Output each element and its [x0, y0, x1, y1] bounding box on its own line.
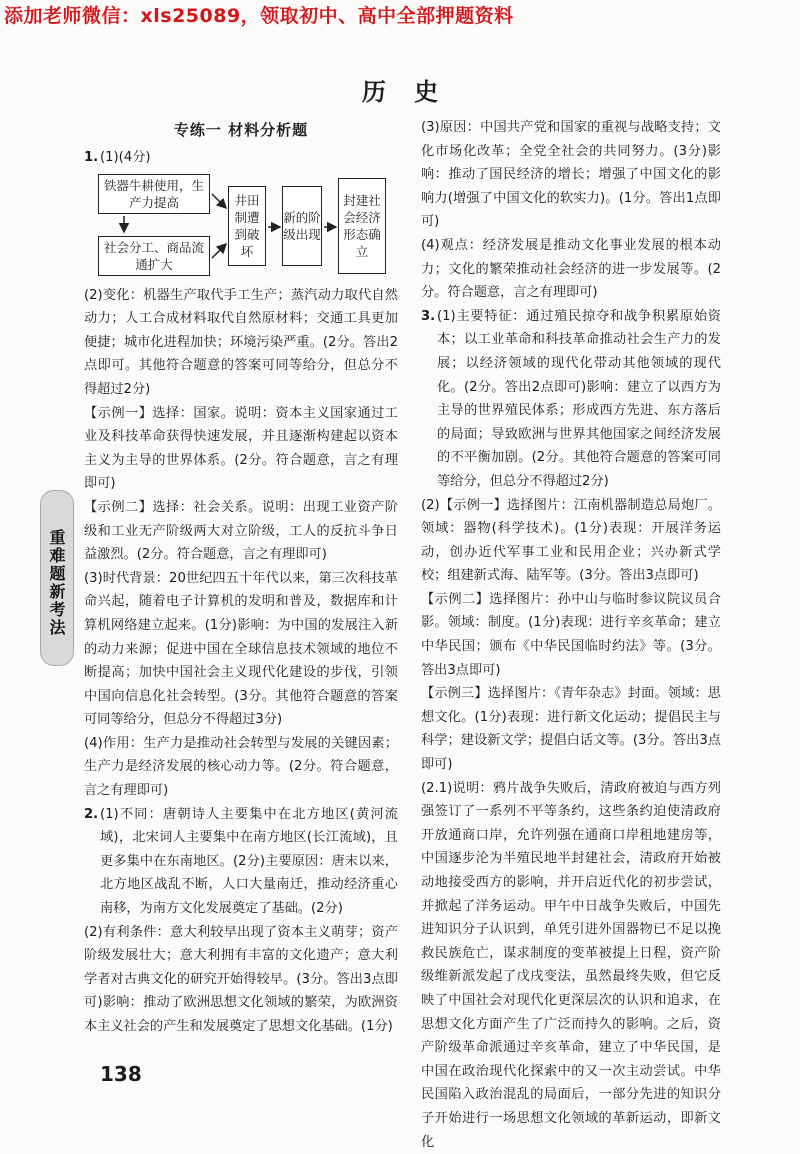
flow-box-feudal: 封建社会经济形态确立: [338, 178, 386, 274]
flowchart: [94, 172, 394, 280]
flow-box-division: 社会分工、商品流通扩大: [98, 236, 210, 276]
q1-part4: (4)作用：生产力是推动社会转型与发展的关键因素；生产力是经济发展的核心动力等。(2分。符合题意，言之有理即可): [84, 735, 398, 799]
q1-part3: (3)时代背景：20世纪四五十年代以来，第三次科技革命兴起，随着电子计算机的发明和普及，数据库和计算机网络建立起来。(1分)影响：为中国的发展注入新的动力来源；促进中国在全球信息技术领域的地位不断提高；加快中国社会主义现代化建设的步伐，引领中国向信息化社会转型。(3分。其他符合题意的答案可同等给分，但总分不得超过3分): [84, 570, 398, 728]
flow-box-tools: 铁器牛耕使用，生产力提高: [98, 174, 210, 214]
q2-block: [84, 803, 398, 921]
q1-number: 1.: [84, 150, 99, 165]
q3-example3: 【示例三】选择图片：《青年杂志》封面。领域：思想文化。(1分)表现：进行新文化运动；提倡民主与科学；建设新文学；提倡白话文等。(3分。答出3点即可): [421, 686, 721, 773]
promo-banner: 添加老师微信：xls25089，领取初中、高中全部押题资料: [4, 5, 514, 27]
page-number: 138: [100, 1062, 142, 1086]
flow-box-jingtian: 井田制遭到破坏: [228, 186, 266, 266]
q3-block: [421, 305, 721, 494]
left-column: [84, 118, 398, 1039]
q1-heading: [84, 146, 398, 170]
q1-example1: 【示例一】选择：国家。说明：资本主义国家通过工业及科技革命获得快速发展，并且逐渐构建起以资本主义为主导的世界体系。(2分。符合题意，言之有理即可): [84, 405, 398, 492]
section-title: 专练一 材料分析题: [173, 121, 309, 139]
q3-example1: (2)【示例一】选择图片：江南机器制造总局炮厂。领域：器物(科学技术)。(1分)表现：开展洋务运动，创办近代军事工业和民用企业；兴办新式学校；组建新式海、陆军等。(3分。答出3点即可): [421, 497, 721, 584]
q3-part2-1: (2.1)说明：鸦片战争失败后，清政府被迫与西方列强签订了一系列不平等条约，这些条约迫使清政府开放通商口岸，允许列强在通商口岸租地建房等，中国逐步沦为半殖民地半封建社会，清政府开始被动地接受西方的影响，并开启近代化的初步尝试，并掀起了洋务运动。甲午中日战争失败后，中国先进知识分子认识到，单凭引进外国器物已不足以挽救民族危亡，谋求制度的变革被提上日程，资产阶级维新派发起了戊戌变法，虽然最终失败，但它反映了中国社会对现代化更深层次的认识和追求，在思想文化方面产生了广泛而持久的影响。之后，资产阶级革命派通过辛亥革命，建立了中华民国，是中国在政治现代化探索中的又一次主动尝试。中华民国陷入政治混乱的局面后，一部分先进的知识分子开始进行一场思想文化领域的革新运动，即新文化: [421, 780, 721, 1150]
q2-part4: (4)观点：经济发展是推动文化事业发展的根本动力；文化的繁荣推动社会经济的进一步发展等。(2分。符合题意，言之有理即可): [421, 237, 721, 301]
q2-part1: (1)不同：唐朝诗人主要集中在北方地区(黄河流域)，北宋词人主要集中在南方地区(长江流域)，且更多集中在东南地区。(2分)主要原因：唐末以来，北方地区战乱不断，人口大量南迁，推动经济重心南移，为南方文化发展奠定了基础。(2分): [100, 806, 398, 917]
right-column: [421, 116, 721, 1154]
q1-part2: (2)变化：机器生产取代手工生产；蒸汽动力取代自然动力；人工合成材料取代自然原材料；交通工具更加便捷；城市化进程加快；环境污染严重。(2分。答出2点即可。其他符合题意的答案可同等给分，但总分不得超过2分): [84, 287, 398, 397]
q2-part3: (3)原因：中国共产党和国家的重视与战略支持；文化市场化改革；全党全社会的共同努力。(3分)影响：推动了国民经济的增长；增强了中国文化的影响力(增强了中国文化的软实力)。(1分。答出1点即可): [421, 120, 721, 230]
side-tab: 重难题新考法: [40, 490, 74, 666]
q1-example2: 【示例二】选择：社会关系。说明：出现工业资产阶级和工业无产阶级两大对立阶级，工人的反抗斗争日益激烈。(2分。符合题意，言之有理即可): [84, 499, 398, 563]
q2-number: 2.: [84, 806, 99, 822]
q3-part1: (1)主要特征：通过殖民掠夺和战争积累原始资本；以工业革命和科技革命推动社会生产力的发展；以经济领域的现代化带动其他领域的现代化。(2分。答出2点即可)影响：建立了以西方为主导的世界殖民体系；形成西方先进、东方落后的局面；导致欧洲与世界其他国家之间经济发展的不平衡加剧。(2分。其他符合题意的答案可同等给分，但总分不得超过2分): [437, 308, 721, 489]
q3-example2: 【示例二】选择图片：孙中山与临时参议院议员合影。领域：制度。(1分)表现：进行辛亥革命；建立中华民国；颁布《中华民国临时约法》等。(3分。答出3点即可): [421, 591, 721, 678]
q1-part1-label: (1)(4分): [100, 150, 151, 165]
flow-box-new-class: 新的阶级出现: [282, 186, 322, 266]
q3-number: 3.: [421, 308, 436, 324]
page-title: 历 史: [361, 77, 449, 106]
q2-part2: (2)有利条件：意大利较早出现了资本主义萌芽；资产阶级发展壮大；意大利拥有丰富的文化遗产；意大利学者对古典文化的研究开始得较早。(3分。答出3点即可)影响：推动了欧洲思想文化领域的繁荣，为欧洲资本主义社会的产生和发展奠定了思想文化基础。(1分): [84, 924, 398, 1034]
